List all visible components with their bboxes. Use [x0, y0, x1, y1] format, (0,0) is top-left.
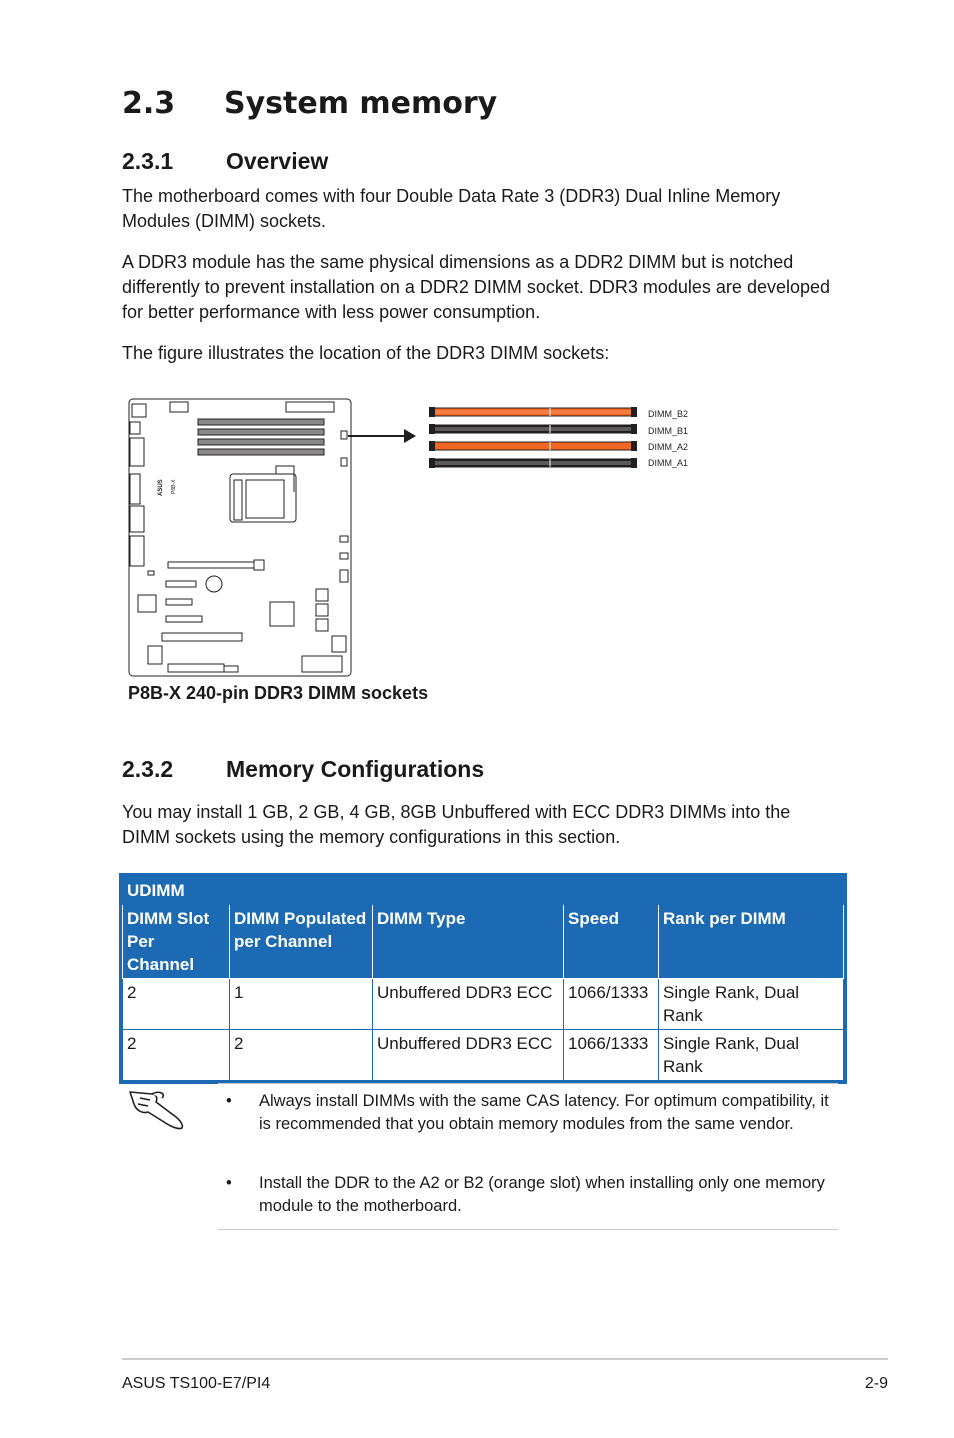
table-cell: Unbuffered DDR3 ECC — [373, 1030, 564, 1081]
memory-config-table — [122, 876, 844, 1081]
note-text: Install the DDR to the A2 or B2 (orange slot) when installing only one memory module to the motherboard. — [259, 1174, 825, 1215]
section-title — [122, 86, 497, 121]
zoomed-slot-b2 — [429, 407, 637, 417]
board-component — [340, 553, 348, 559]
table-header-row — [123, 905, 844, 979]
board-dimm-slot — [198, 449, 324, 455]
slot-label-b1: DIMM_B1 — [648, 426, 689, 436]
configs-heading — [122, 756, 484, 783]
cpu-retention — [234, 480, 242, 520]
overview-paragraph-2: A DDR3 module has the same physical dimensions as a DDR2 DIMM but is notched differently to prevent installation on a DDR2 DIMM socket. DDR3 modules are developed for better performance with less power consumption. — [122, 252, 831, 322]
io-port — [130, 536, 144, 566]
bullet-glyph: • — [226, 1174, 232, 1192]
hand-pointing-icon — [126, 1084, 188, 1132]
board-dimm-slot — [198, 429, 324, 435]
table-row — [123, 979, 844, 1030]
pcie-slot-end — [254, 560, 264, 570]
figure-caption: P8B-X 240-pin DDR3 DIMM sockets — [128, 683, 429, 703]
table-cell: 2 — [123, 979, 230, 1030]
note-item — [226, 1172, 836, 1220]
chip — [316, 619, 328, 631]
atx-power-connector — [286, 402, 334, 412]
note-text: Always install DIMMs with the same CAS latency. For optimum compatibility, it is recommended that you obtain memory modules from the same vendor. — [259, 1092, 829, 1133]
io-port — [130, 474, 140, 504]
note-top-rule — [218, 1083, 838, 1084]
board-dimm-slot — [198, 419, 324, 425]
table-row — [123, 1030, 844, 1081]
table-cell: Unbuffered DDR3 ECC — [373, 979, 564, 1030]
io-port — [130, 438, 144, 466]
board-component — [224, 666, 238, 672]
col-header-rank: Rank per DIMM — [659, 905, 844, 979]
board-component — [340, 536, 348, 542]
overview-title: Overview — [226, 148, 329, 174]
pci-slot — [166, 599, 192, 605]
zoomed-slot-b1 — [429, 424, 637, 434]
callout-arrowhead — [404, 429, 416, 443]
note-bottom-rule — [218, 1229, 838, 1230]
section-title-text: System memory — [224, 86, 498, 121]
battery — [206, 576, 222, 592]
overview-paragraph-1: The motherboard comes with four Double Data Rate 3 (DDR3) Dual Inline Memory Modules (DIMM) sockets. — [122, 186, 781, 231]
note-item — [226, 1090, 836, 1160]
zoomed-slot-a2 — [429, 441, 637, 451]
chipset — [270, 602, 294, 626]
chip — [148, 646, 162, 664]
io-port — [130, 422, 140, 434]
table-cell: Single Rank, Dual Rank — [659, 1030, 844, 1081]
board-component — [148, 571, 154, 575]
configs-title: Memory Configurations — [226, 756, 485, 782]
slot-label-b2: DIMM_B2 — [648, 409, 689, 419]
connector-block — [170, 402, 188, 412]
footer-product: ASUS TS100-E7/PI4 — [122, 1375, 271, 1392]
table-cell: 1066/1333 — [564, 1030, 659, 1081]
cpu-lever — [276, 466, 294, 492]
configs-paragraph: You may install 1 GB, 2 GB, 4 GB, 8GB Unbuffered with ECC DDR3 DIMMs into the DIMM sockets using the memory configurations in this section. — [122, 802, 791, 847]
board-component — [341, 458, 347, 466]
board-component — [340, 570, 348, 582]
motherboard-diagram — [126, 396, 716, 680]
col-header-type: DIMM Type — [373, 905, 564, 979]
header-block — [302, 656, 342, 672]
table-cell: 2 — [123, 1030, 230, 1081]
cpu-socket — [246, 480, 284, 518]
slot-label-a1: DIMM_A1 — [648, 458, 689, 468]
chip — [316, 589, 328, 601]
board-component — [341, 431, 347, 439]
overview-number: 2.3.1 — [122, 148, 174, 174]
cpu-socket-frame — [230, 474, 296, 522]
pci-slot — [166, 581, 196, 587]
overview-heading — [122, 148, 328, 175]
io-port — [130, 506, 144, 532]
table-cell: 1066/1333 — [564, 979, 659, 1030]
table-cell: 2 — [230, 1030, 373, 1081]
col-header-populated: DIMM Populated per Channel — [230, 905, 373, 979]
pci-slot — [166, 616, 202, 622]
chip — [138, 595, 156, 612]
pcie-slot — [168, 562, 254, 568]
footer-rule — [122, 1358, 888, 1360]
table-group-header: UDIMM — [123, 877, 844, 905]
col-header-slot-per-channel: DIMM Slot Per Channel — [123, 905, 230, 979]
zoomed-slot-a1 — [429, 458, 637, 468]
board-dimm-slot — [198, 439, 324, 445]
pci-slot — [162, 633, 242, 641]
bullet-glyph: • — [226, 1092, 232, 1110]
connector-block — [132, 404, 146, 417]
zoomed-dimm-slots — [429, 407, 637, 468]
board-model-label: P8B-X — [171, 479, 177, 494]
chip — [316, 604, 328, 616]
board-brand-label: ASUS — [158, 479, 164, 496]
page-number: 2-9 — [864, 1375, 888, 1392]
table-cell: 1 — [230, 979, 373, 1030]
configs-number: 2.3.2 — [122, 756, 174, 782]
header-block — [332, 636, 346, 652]
table-cell: Single Rank, Dual Rank — [659, 979, 844, 1030]
slot-label-a2: DIMM_A2 — [648, 442, 689, 452]
section-number: 2.3 — [122, 86, 176, 121]
overview-paragraph-3: The figure illustrates the location of the DDR3 DIMM sockets: — [122, 343, 610, 363]
col-header-speed: Speed — [564, 905, 659, 979]
pci-slot — [168, 664, 224, 672]
